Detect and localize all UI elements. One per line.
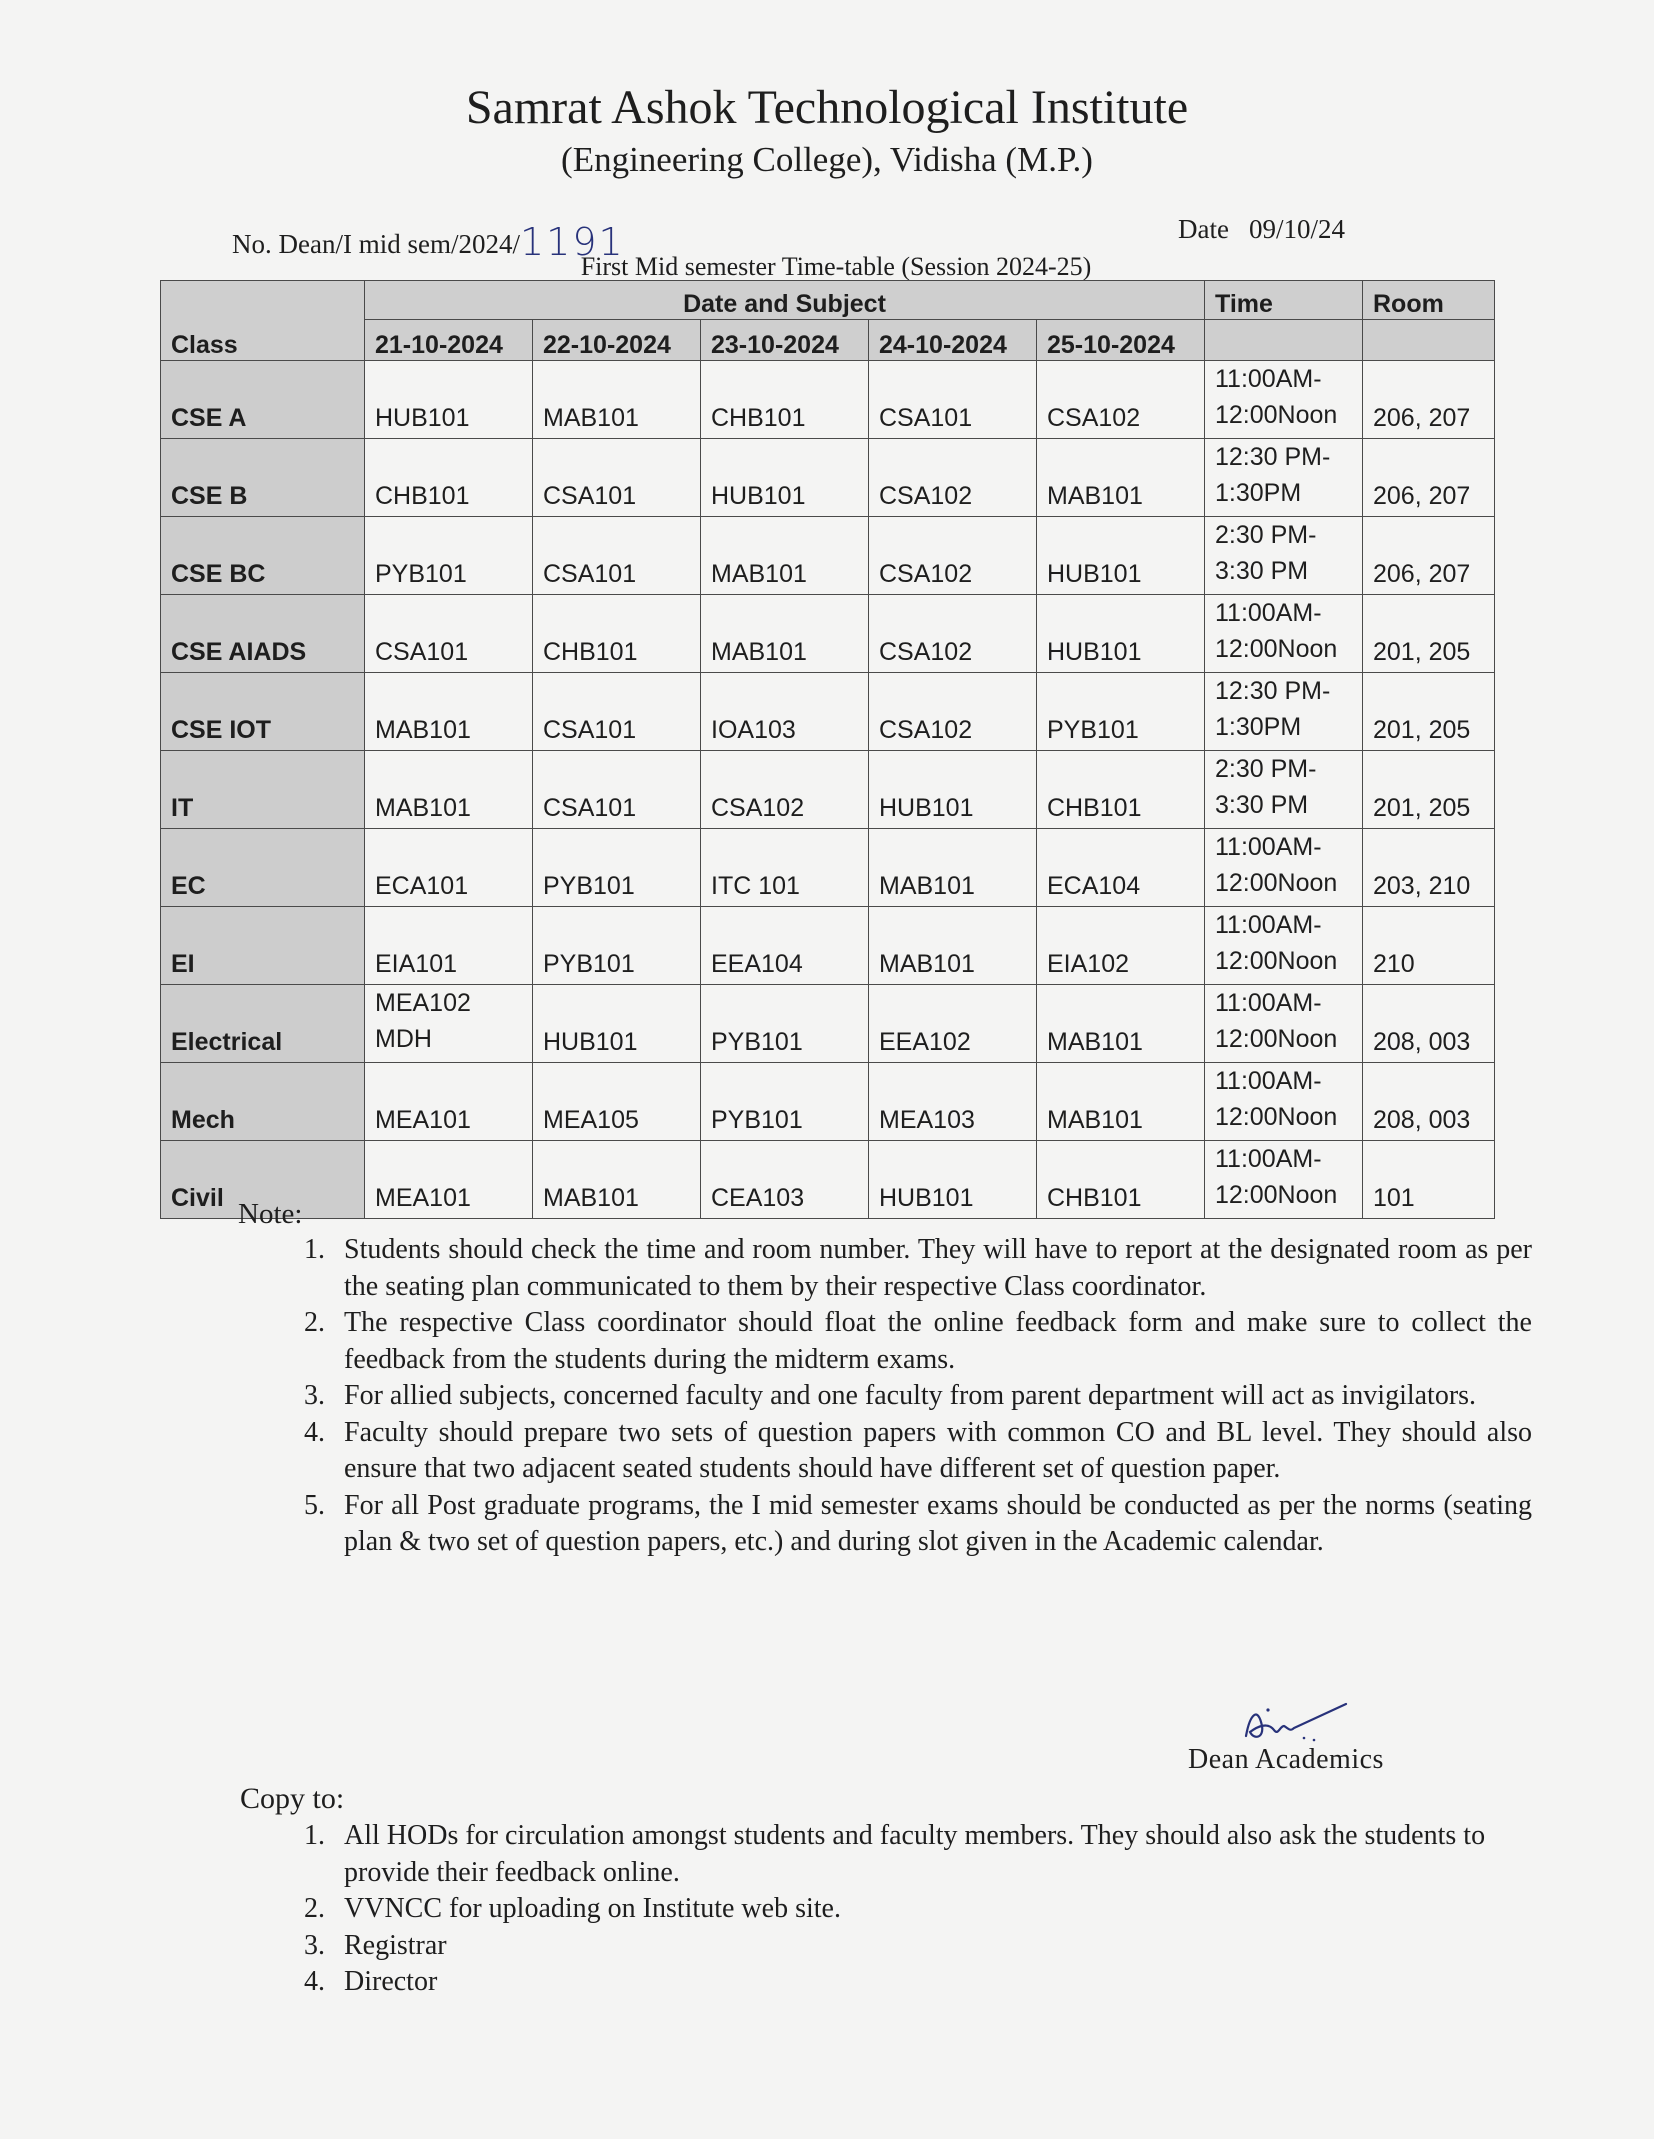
- date-label: Date: [1178, 214, 1229, 244]
- time-end: 12:00Noon: [1215, 401, 1338, 429]
- time-cell: [1205, 595, 1363, 673]
- table-row: [161, 439, 1495, 517]
- reference-number-handwritten: 1191: [519, 220, 625, 264]
- subject-cell: HUB101: [533, 985, 701, 1063]
- subject-cell: MAB101: [1037, 985, 1205, 1063]
- room-cell: 206, 207: [1363, 361, 1495, 439]
- subject-cell: PYB101: [701, 985, 869, 1063]
- note-item: 5. For all Post graduate programs, the I mid semester exams should be conducted as per the norms (seating plan & two set of question papers, etc.) and during slot given in the Academic calendar.: [332, 1488, 1532, 1561]
- time-start: 11:00AM-: [1215, 365, 1322, 393]
- table-row: [161, 1063, 1495, 1141]
- date-header: 22-10-2024: [533, 320, 701, 361]
- class-cell: CSE BC: [161, 517, 365, 595]
- time-start: 11:00AM-: [1215, 911, 1322, 939]
- time-end: 12:00Noon: [1215, 1181, 1338, 1209]
- time-start: 11:00AM-: [1215, 599, 1322, 627]
- time-end: 12:00Noon: [1215, 1025, 1338, 1053]
- time-header: Time: [1205, 281, 1363, 320]
- subject-cell: HUB101: [869, 751, 1037, 829]
- class-header: Class: [161, 281, 365, 361]
- subject-cell: ITC 101: [701, 829, 869, 907]
- signatory: Dean Academics: [1188, 1744, 1384, 1775]
- subject-cell: HUB101: [869, 1141, 1037, 1219]
- note-item: 3. For allied subjects, concerned faculty and one faculty from parent department will act as invigilators.: [332, 1378, 1532, 1415]
- note-item: 4. Faculty should prepare two sets of question papers with common CO and BL level. They should also ensure that two adjacent seated students should have different set of question paper.: [332, 1415, 1532, 1488]
- room-cell: 206, 207: [1363, 439, 1495, 517]
- copy-to-item: 2. VVNCC for uploading on Institute web site.: [332, 1891, 1532, 1928]
- note-item: 1. Students should check the time and room number. They will have to report at the designated room as per the seating plan communicated to them by their respective Class coordinator.: [332, 1232, 1532, 1305]
- class-cell: IT: [161, 751, 365, 829]
- subject-cell: PYB101: [533, 907, 701, 985]
- time-start: 2:30 PM-: [1215, 755, 1317, 783]
- table-row: [161, 517, 1495, 595]
- subject-cell: PYB101: [365, 517, 533, 595]
- subject-cell: CEA103: [701, 1141, 869, 1219]
- subject-cell: CHB101: [1037, 751, 1205, 829]
- room-cell: 203, 210: [1363, 829, 1495, 907]
- subject-cell: PYB101: [1037, 673, 1205, 751]
- subject-cell: EEA104: [701, 907, 869, 985]
- date-header: 25-10-2024: [1037, 320, 1205, 361]
- time-cell: [1205, 439, 1363, 517]
- table-row: [161, 361, 1495, 439]
- notes-list: [232, 1232, 1532, 1561]
- time-cell: [1205, 517, 1363, 595]
- time-cell: [1205, 751, 1363, 829]
- date-subject-header: Date and Subject: [365, 281, 1205, 320]
- time-start: 11:00AM-: [1215, 989, 1322, 1017]
- time-cell: [1205, 829, 1363, 907]
- room-cell: 210: [1363, 907, 1495, 985]
- table-row: [161, 751, 1495, 829]
- table-row: [161, 907, 1495, 985]
- time-cell: [1205, 907, 1363, 985]
- room-cell: 206, 207: [1363, 517, 1495, 595]
- subject-cell: MEA103: [869, 1063, 1037, 1141]
- time-header-blank: [1205, 320, 1363, 361]
- class-cell: EI: [161, 907, 365, 985]
- room-cell: 201, 205: [1363, 673, 1495, 751]
- subject-cell: IOA103: [701, 673, 869, 751]
- class-cell: EC: [161, 829, 365, 907]
- header-row-top: [161, 281, 1495, 320]
- subject-cell: MAB101: [1037, 439, 1205, 517]
- class-cell: Mech: [161, 1063, 365, 1141]
- time-cell: [1205, 985, 1363, 1063]
- subject-cell: CHB101: [533, 595, 701, 673]
- table-row: [161, 985, 1495, 1063]
- class-cell: CSE A: [161, 361, 365, 439]
- copy-to-item: 4. Director: [332, 1964, 1532, 2001]
- subject-cell: HUB101: [365, 361, 533, 439]
- subject-cell: CSA101: [533, 673, 701, 751]
- subject-cell: HUB101: [1037, 517, 1205, 595]
- subject-cell: CSA102: [701, 751, 869, 829]
- table-row: [161, 595, 1495, 673]
- time-end: 12:00Noon: [1215, 947, 1338, 975]
- time-start: 11:00AM-: [1215, 833, 1322, 861]
- subject-cell: CSA101: [365, 595, 533, 673]
- time-end: 3:30 PM: [1215, 557, 1309, 585]
- time-end: 1:30PM: [1215, 713, 1302, 741]
- copy-to-item: 1. All HODs for circulation amongst students and faculty members. They should also ask the students to provide their feedback online.: [332, 1818, 1532, 1891]
- time-cell: [1205, 1141, 1363, 1219]
- room-cell: 208, 003: [1363, 1063, 1495, 1141]
- subject-cell: MEA102 MDH: [365, 985, 533, 1063]
- subject-cell: PYB101: [701, 1063, 869, 1141]
- note-item: 2. The respective Class coordinator should float the online feedback form and make sure to collect the feedback from the students during the midterm exams.: [332, 1305, 1532, 1378]
- reference-prefix: No. Dean/I mid sem/2024/: [232, 229, 520, 259]
- subject-cell: CSA101: [533, 439, 701, 517]
- date-header: 23-10-2024: [701, 320, 869, 361]
- subject-cell: CSA102: [869, 517, 1037, 595]
- subject-cell: CHB101: [1037, 1141, 1205, 1219]
- room-header: Room: [1363, 281, 1495, 320]
- subject-cell: MAB101: [533, 361, 701, 439]
- subject-cell: MAB101: [701, 517, 869, 595]
- time-end: 3:30 PM: [1215, 791, 1309, 819]
- class-cell: CSE B: [161, 439, 365, 517]
- time-cell: [1205, 361, 1363, 439]
- time-start: 2:30 PM-: [1215, 521, 1317, 549]
- subject-cell: HUB101: [701, 439, 869, 517]
- class-cell: Electrical: [161, 985, 365, 1063]
- institute-subtitle: (Engineering College), Vidisha (M.P.): [561, 140, 1093, 179]
- subject-cell: EIA101: [365, 907, 533, 985]
- subject-cell: CSA101: [533, 751, 701, 829]
- time-start: 12:30 PM-: [1215, 677, 1331, 705]
- subject-cell: EEA102: [869, 985, 1037, 1063]
- subject-cell: CHB101: [365, 439, 533, 517]
- time-start: 11:00AM-: [1215, 1145, 1322, 1173]
- time-cell: [1205, 1063, 1363, 1141]
- room-cell: 208, 003: [1363, 985, 1495, 1063]
- document-date: [1178, 214, 1345, 245]
- date-value: 09/10/24: [1248, 214, 1345, 244]
- subject-cell: PYB101: [533, 829, 701, 907]
- subject-cell: CSA102: [869, 673, 1037, 751]
- room-header-blank: [1363, 320, 1495, 361]
- time-end: 12:00Noon: [1215, 635, 1338, 663]
- time-cell: [1205, 673, 1363, 751]
- class-cell: Civil: [161, 1141, 365, 1219]
- room-cell: 201, 205: [1363, 751, 1495, 829]
- subject-cell: MAB101: [533, 1141, 701, 1219]
- time-end: 1:30PM: [1215, 479, 1302, 507]
- time-end: 12:00Noon: [1215, 869, 1338, 897]
- table-row: [161, 829, 1495, 907]
- subject-cell: MAB101: [365, 673, 533, 751]
- subject-cell: ECA101: [365, 829, 533, 907]
- date-header: 24-10-2024: [869, 320, 1037, 361]
- signature-mark: [1228, 1696, 1348, 1748]
- subject-cell: CHB101: [701, 361, 869, 439]
- table-row: [161, 1141, 1495, 1219]
- copy-to-heading: Copy to:: [240, 1782, 345, 1815]
- subject-cell: MAB101: [869, 907, 1037, 985]
- room-cell: 101: [1363, 1141, 1495, 1219]
- subject-cell: HUB101: [1037, 595, 1205, 673]
- date-header: 21-10-2024: [365, 320, 533, 361]
- institute-name: Samrat Ashok Technological Institute: [465, 81, 1189, 134]
- subject-cell: MAB101: [701, 595, 869, 673]
- subject-cell: CSA101: [869, 361, 1037, 439]
- time-end: 12:00Noon: [1215, 1103, 1338, 1131]
- subject-cell: MAB101: [365, 751, 533, 829]
- timetable-body: [161, 361, 1495, 1219]
- room-cell: 201, 205: [1363, 595, 1495, 673]
- copy-to-list: [232, 1818, 1532, 2001]
- subject-cell: MAB101: [1037, 1063, 1205, 1141]
- subject-cell: EIA102: [1037, 907, 1205, 985]
- notes-heading: Note:: [238, 1198, 303, 1230]
- time-start: 11:00AM-: [1215, 1067, 1322, 1095]
- subject-cell: MEA101: [365, 1141, 533, 1219]
- subject-cell: MAB101: [869, 829, 1037, 907]
- subject-cell: MEA101: [365, 1063, 533, 1141]
- subject-cell: CSA101: [533, 517, 701, 595]
- subject-cell: ECA104: [1037, 829, 1205, 907]
- table-row: [161, 673, 1495, 751]
- timetable: [160, 280, 1495, 1219]
- subject-cell: CSA102: [869, 595, 1037, 673]
- timetable-title: First Mid semester Time-table (Session 2024-25): [580, 252, 1092, 281]
- time-start: 12:30 PM-: [1215, 443, 1331, 471]
- subject-cell: MEA105: [533, 1063, 701, 1141]
- class-cell: CSE AIADS: [161, 595, 365, 673]
- class-cell: CSE IOT: [161, 673, 365, 751]
- subject-cell: CSA102: [1037, 361, 1205, 439]
- subject-cell: CSA102: [869, 439, 1037, 517]
- copy-to-item: 3. Registrar: [332, 1928, 1532, 1965]
